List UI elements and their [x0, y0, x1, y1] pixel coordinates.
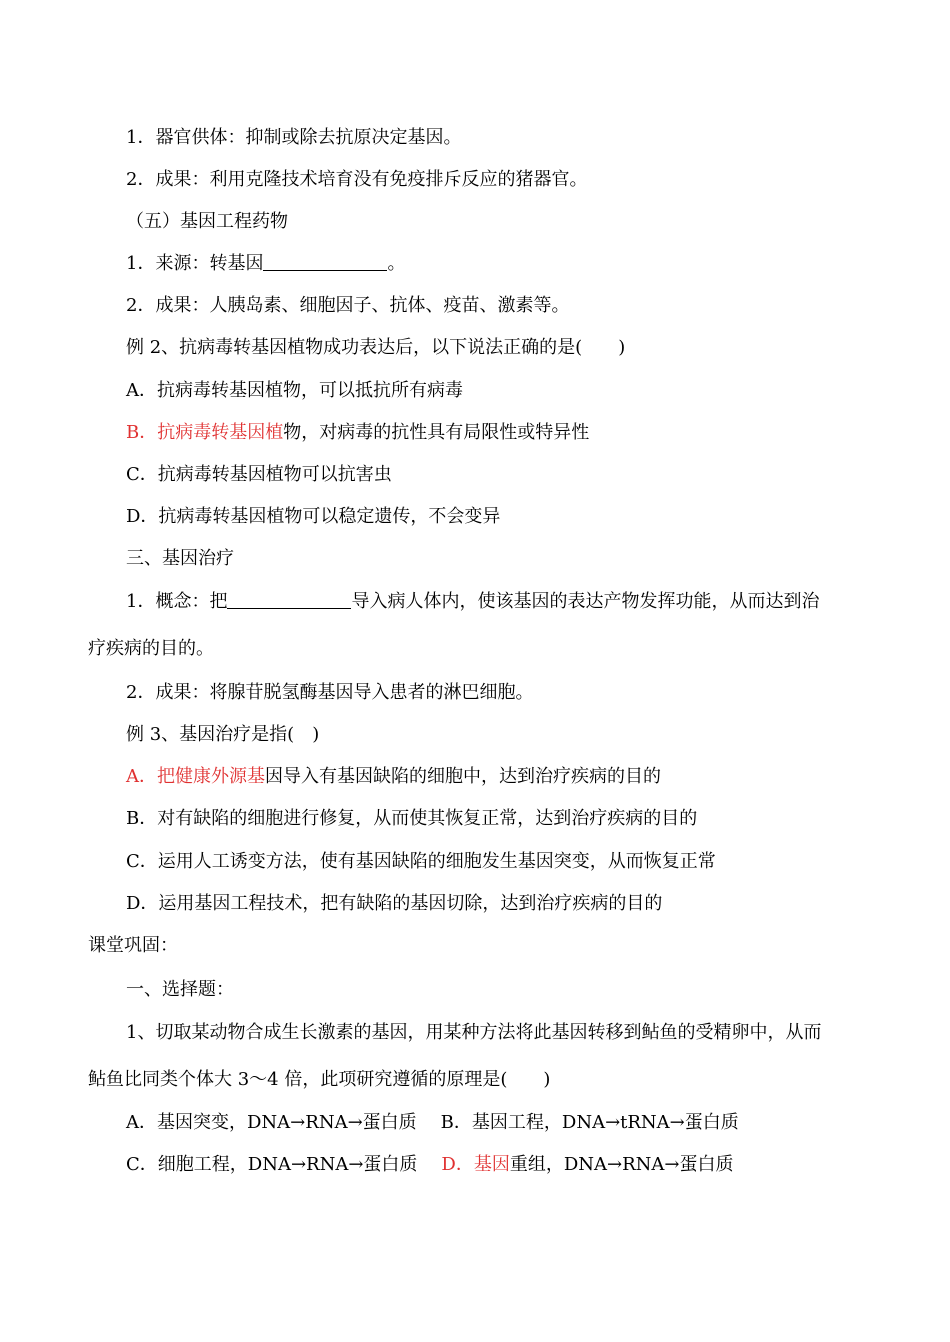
gene-therapy-concept-line: 1．概念：把 导入病人体内，使该基因的表达产物发挥功能，从而达到治: [126, 591, 820, 612]
example-2-option-d: D．抗病毒转基因植物可以稳定遗传，不会变异: [126, 506, 501, 527]
answer-highlight: D．基因: [441, 1154, 510, 1175]
fill-in-blank: [263, 252, 387, 271]
example-3-option-d: D．运用基因工程技术，把有缺陷的基因切除，达到治疗疾病的目的: [126, 893, 663, 914]
question-1-continuation: 鲇鱼比同类个体大 3～4 倍，此项研究遵循的原理是( ): [88, 1069, 551, 1090]
organ-donor-line: 1．器官供体：抑制或除去抗原决定基因。: [126, 127, 462, 148]
multiple-choice-heading: 一、选择题：: [126, 979, 234, 1000]
example-2-option-b: B．抗病毒转基因植物，对病毒的抗性具有局限性或特异性: [126, 422, 590, 443]
fill-in-blank: [227, 590, 351, 609]
example-2-option-c: C．抗病毒转基因植物可以抗害虫: [126, 464, 392, 485]
section-heading-drugs: （五）基因工程药物: [126, 211, 288, 232]
question-1-line: 1、切取某动物合成生长激素的基因，用某种方法将此基因转移到鲇鱼的受精卵中，从而: [126, 1022, 822, 1043]
answer-highlight: B．抗病毒转基因植: [126, 422, 284, 443]
drug-result-line: 2．成果：人胰岛素、细胞因子、抗体、疫苗、激素等。: [126, 295, 570, 316]
gene-therapy-concept-continuation: 疗疾病的目的。: [88, 638, 214, 659]
example-3-question: 例 3、基因治疗是指( ): [126, 724, 320, 745]
example-2-option-a: A．抗病毒转基因植物，可以抵抗所有病毒: [126, 380, 463, 401]
gene-therapy-result-line: 2．成果：将腺苷脱氢酶基因导入患者的淋巴细胞。: [126, 682, 534, 703]
question-1-options-ab: A．基因突变，DNA→RNA→蛋白质 B．基因工程，DNA→tRNA→蛋白质: [126, 1112, 739, 1133]
organ-result-line: 2．成果：利用克隆技术培育没有免疫排斥反应的猪器官。: [126, 169, 588, 190]
example-3-option-b: B．对有缺陷的细胞进行修复，从而使其恢复正常，达到治疗疾病的目的: [126, 808, 698, 829]
section-heading-gene-therapy: 三、基因治疗: [126, 548, 234, 569]
example-3-option-c: C．运用人工诱变方法，使有基因缺陷的细胞发生基因突变，从而恢复正常: [126, 851, 716, 872]
question-1-options-cd: C．细胞工程，DNA→RNA→蛋白质 D．基因重组，DNA→RNA→蛋白质: [126, 1154, 734, 1175]
classroom-review-heading: 课堂巩固：: [88, 935, 178, 956]
drug-source-line: 1．来源：转基因 。: [126, 253, 406, 274]
example-2-question: 例 2、抗病毒转基因植物成功表达后，以下说法正确的是( ): [126, 337, 626, 358]
example-3-option-a: A．把健康外源基因导入有基因缺陷的细胞中，达到治疗疾病的目的: [126, 766, 661, 787]
answer-highlight: A．把健康外源基: [126, 766, 265, 787]
